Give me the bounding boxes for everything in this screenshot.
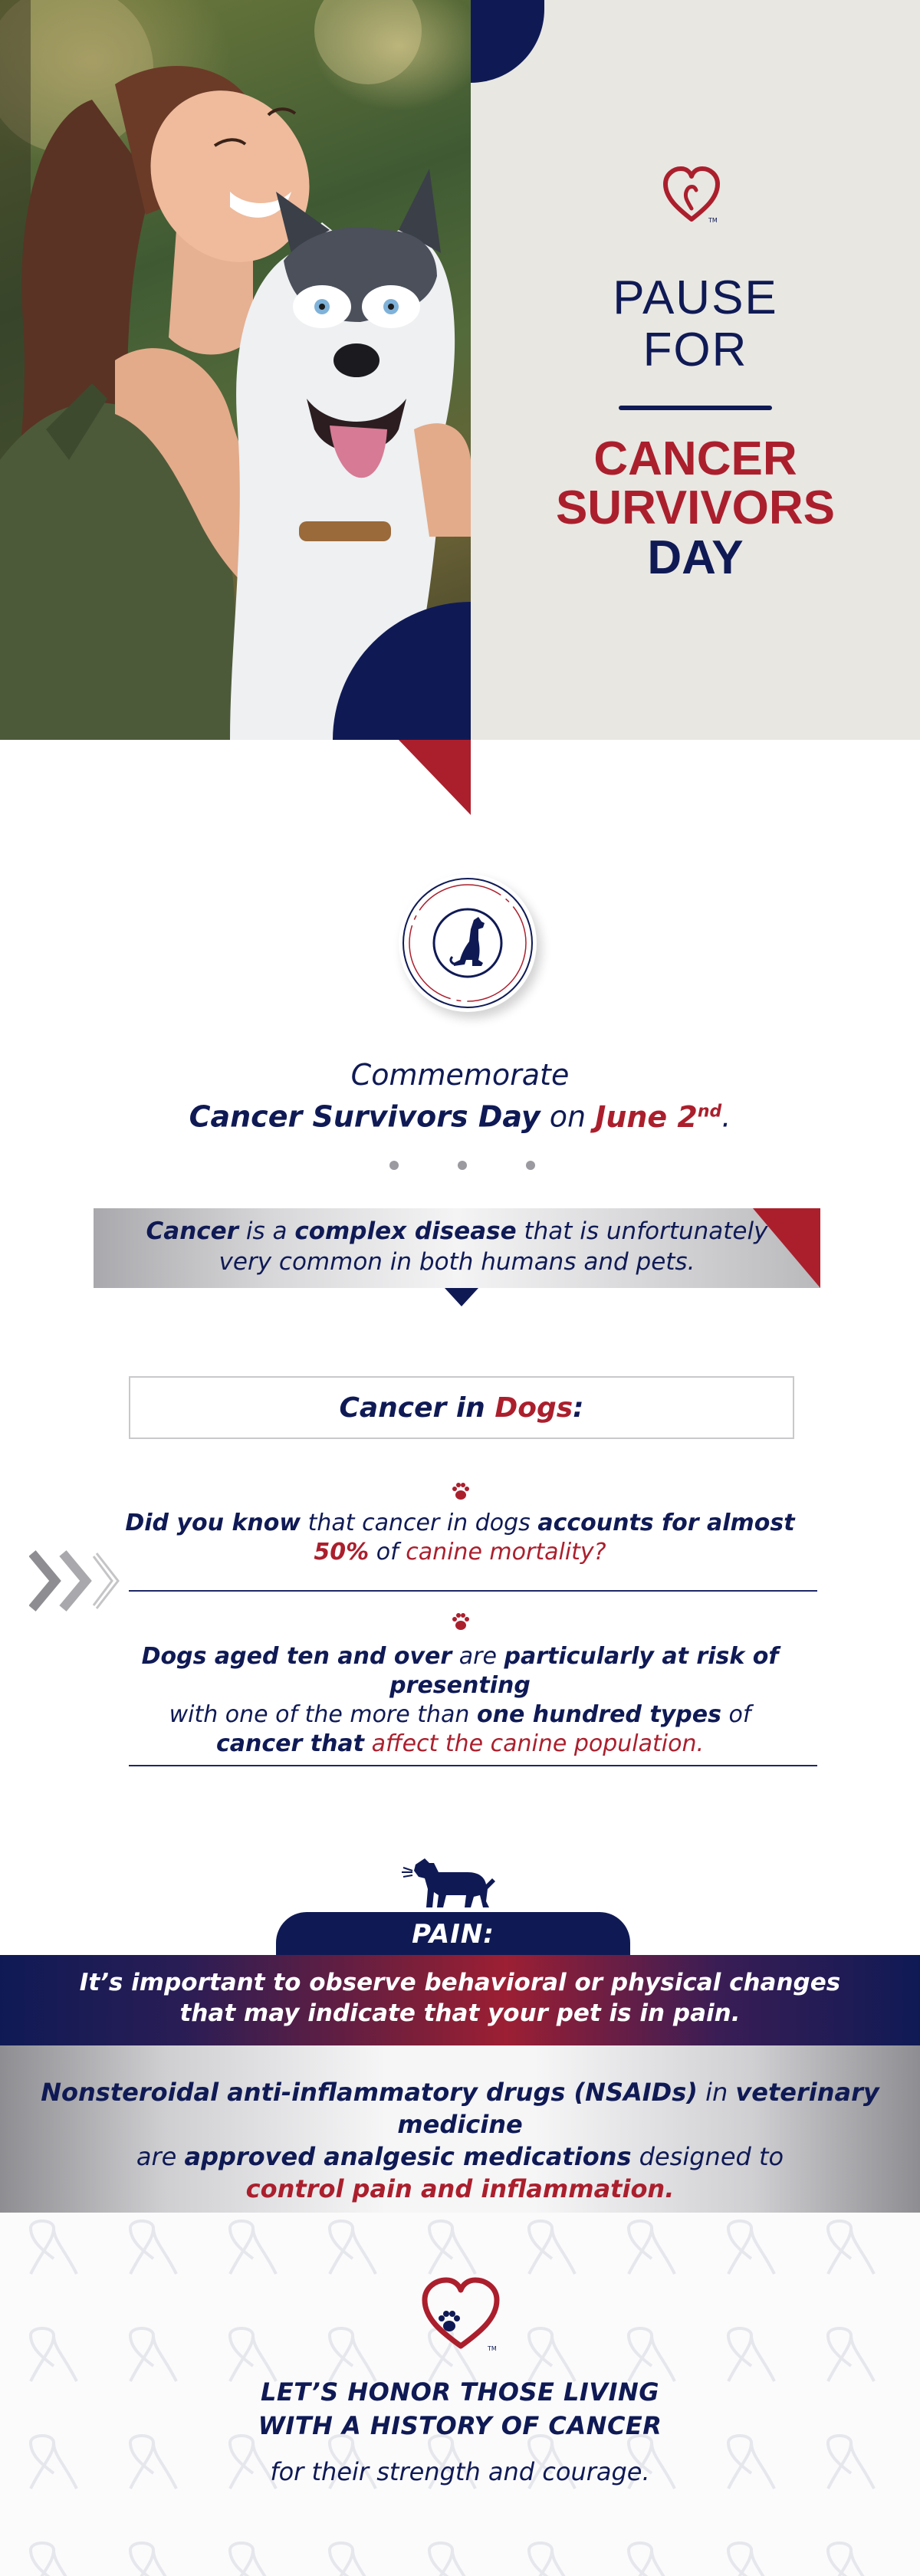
hero-section — [0, 0, 920, 740]
pain-text: It’s important to observe behavioral or physical changes that may indicate that your pet is in pain. — [79, 1969, 841, 2027]
commemorate-line: Commemorate — [350, 1058, 570, 1092]
on-word: on — [549, 1099, 586, 1134]
banner-text: Cancer is a complex disease that is unfortunately very common in both humans and pets. — [146, 1217, 768, 1276]
title-line-for: FOR — [642, 324, 748, 376]
paw-icon — [449, 1610, 472, 1633]
dog-badge — [399, 874, 537, 1012]
divider-line — [129, 1590, 817, 1592]
standing-dog-icon — [399, 1842, 498, 1909]
svg-text:TM: TM — [488, 2345, 497, 2352]
event-name: Cancer Survivors Day — [189, 1099, 540, 1134]
paw-icon — [449, 1480, 472, 1503]
heart-paw-logo-icon — [419, 2275, 503, 2352]
title-line-day: DAY — [647, 531, 744, 584]
date-suffix: nd — [697, 1102, 722, 1121]
title-line-cancer: CANCER — [593, 432, 797, 485]
strength-text: for their strength and courage. — [270, 2457, 650, 2486]
honor-heading: LET’S HONOR THOSE LIVING WITH A HISTORY OF CANCER — [258, 2377, 662, 2440]
sitting-dog-icon — [399, 874, 537, 1012]
down-arrow-decoration — [445, 1288, 478, 1306]
fact-age-risk: Dogs aged ten and over are particularly at risk of presenting with one of the more than one hundred types of cancer that affect the canine population. — [141, 1643, 779, 1757]
red-triangle-decoration — [399, 740, 471, 815]
title-line-pause: PAUSE — [613, 271, 778, 324]
event-date: June 2nd — [595, 1099, 722, 1134]
nsaid-text: Nonsteroidal anti-inflammatory drugs (NSAIDs) in veterinary medicine are approved analgesic medications designed to control pain and inflammation. — [41, 2078, 879, 2203]
chevrons-icon — [29, 1549, 124, 1613]
svg-text:TM: TM — [708, 217, 718, 224]
heart-logo-icon — [661, 164, 722, 225]
commemorate-heading — [0, 1056, 920, 1135]
title-line-survivors: SURVIVORS — [555, 481, 836, 534]
dot-divider — [389, 1161, 535, 1170]
complex-disease-banner — [94, 1208, 820, 1288]
pain-label-tab: PAIN: — [276, 1912, 630, 1957]
cancer-in-dogs-title: Cancer in Dogs : — [129, 1376, 794, 1439]
period: . — [721, 1099, 731, 1134]
fact-mortality: Did you know that cancer in dogs accounts for almost 50% of canine mortality? — [125, 1510, 795, 1566]
title-divider — [619, 406, 772, 410]
divider-line — [129, 1765, 817, 1766]
hero-title — [471, 272, 920, 583]
